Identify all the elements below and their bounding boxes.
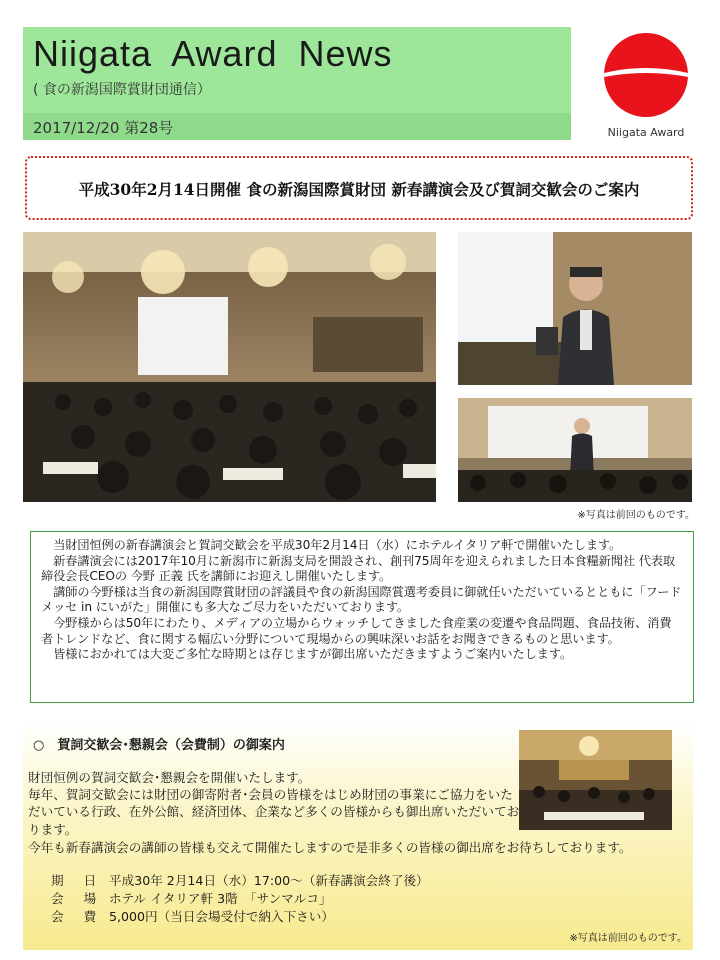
detail-row-date: [51, 872, 429, 890]
event-title: 平成30年2月14日開催 食の新潟国際賞財団 新春講演会及び賀詞交歓会のご案内: [78, 180, 640, 199]
host-photo-podium: [458, 398, 692, 502]
red-sun-logo-icon: [604, 33, 688, 117]
reception-paragraph: 毎年、賀詞交歓会には財団の御寄附者･会員の皆様をはじめ財団の事業にご協力をいただいている行政、在外公館、経済団体、企業など多くの皆様からも御出席いただいております。: [28, 787, 520, 837]
newsletter-subtitle: ( 食の新潟国際賞財団通信）: [33, 82, 211, 98]
reception-section: [23, 722, 693, 950]
photo-note: ※写真は前回のものです。: [577, 510, 695, 521]
reception-photo: [519, 730, 672, 830]
reception-photo-note: ※写真は前回のものです。: [569, 933, 687, 944]
issue-date: 2017/12/20 第28号: [33, 119, 174, 137]
intro-paragraph: 今野様からは50年にわたり、メディアの立場からウォッチしてきました食産業の変遷や食品問題、食品技術、消費者トレンドなど、食に関する幅広い分野について現場からの興味深いお話をお聞きできるものと思います。: [41, 615, 672, 646]
intro-paragraph: 講師の今野様は当食の新潟国際賞財団の評議員や食の新潟国際賞選考委員に御就任いただいているとともに「フードメッセ in にいがた」開催にも多大なご尽力をいただいております。: [41, 584, 682, 615]
intro-paragraph: 皆様におかれては大変ご多忙な時期とは存じますが御出席いただきますようご案内いたします。: [53, 647, 572, 662]
reception-closing: 今年も新春講演会の講師の皆様も交えて開催たしますので是非多くの皆様の御出席をお待ちしております。: [28, 840, 632, 855]
reception-paragraph: 財団恒例の賀詞交歓会･懇親会を開催いたします。: [28, 770, 311, 785]
detail-value: 平成30年 2月14日（水）17:00～（新春講演会終了後）: [109, 873, 429, 888]
reception-heading: ○ 賀詞交歓会･懇親会（会費制）の御案内: [33, 738, 285, 753]
speaker-photo-podium: [458, 232, 692, 385]
lecture-hall-photo: [23, 232, 436, 502]
detail-row-venue: [51, 890, 429, 908]
detail-value: 5,000円（当日会場受付で納入下さい）: [109, 909, 334, 924]
detail-key: 会 費: [51, 909, 105, 924]
masthead: [23, 27, 571, 140]
newsletter-title: Niigata Award News: [33, 33, 393, 74]
detail-value: ホテル イタリア軒 3階 「サンマルコ」: [109, 891, 332, 906]
logo-caption: Niigata Award: [607, 126, 685, 139]
reception-text: [28, 769, 523, 838]
intro-paragraph: 当財団恒例の新春講演会と賀詞交歓会を平成30年2月14日（水）にホテルイタリア軒で開催いたします。: [53, 538, 622, 552]
intro-text-box: [30, 531, 694, 703]
detail-key: 期 日: [51, 873, 105, 888]
event-title-banner: [25, 156, 693, 220]
niigata-award-logo: [592, 28, 700, 146]
detail-row-fee: [51, 908, 429, 926]
intro-paragraph: 新春講演会には2017年10月に新潟市に新潟支局を開設され、創刊75周年を迎えられました日本食糧新聞社 代表取締役会長CEOの 今野 正義 氏を講師にお迎えし開催いたします。: [41, 553, 675, 584]
detail-key: 会 場: [51, 891, 105, 906]
reception-details: [51, 872, 429, 926]
issue-band: [23, 113, 571, 140]
